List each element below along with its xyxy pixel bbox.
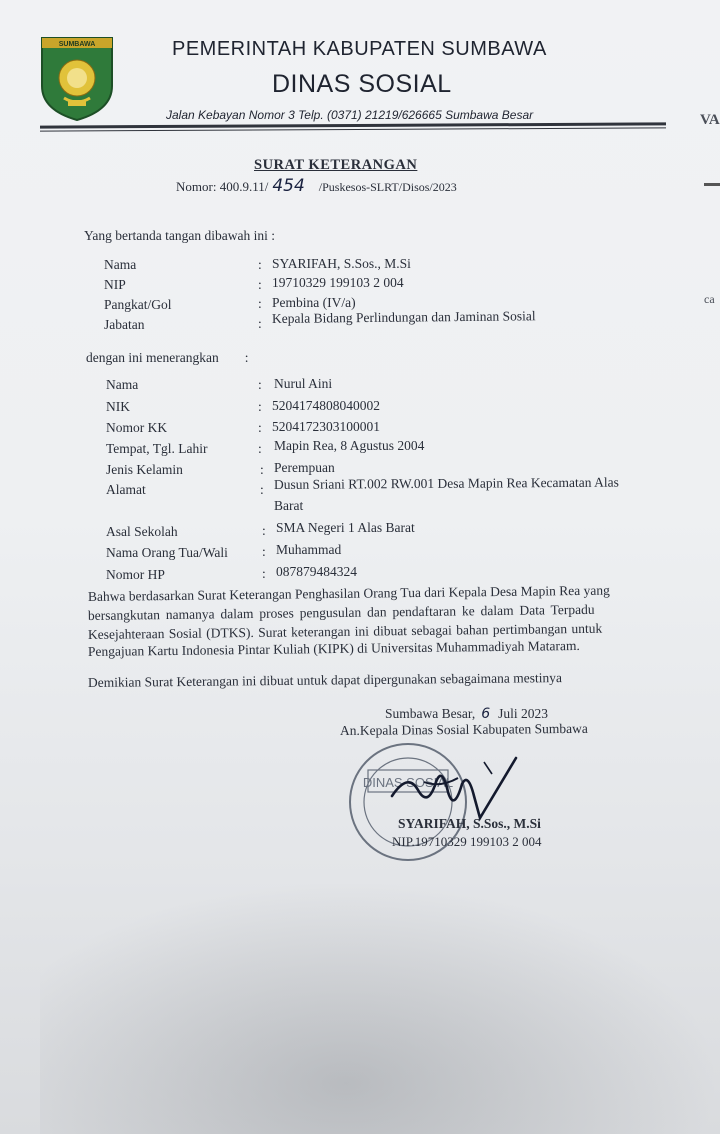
number-handwritten: 454: [272, 176, 305, 196]
subject-value: Mapin Rea, 8 Agustus 2004: [274, 438, 425, 453]
colon: :: [258, 257, 262, 272]
logo-text: SUMBAWA: [58, 41, 96, 48]
colon: :: [258, 316, 262, 331]
subject-label: Nama Orang Tua/Wali: [106, 545, 228, 560]
agency-address: Jalan Kebayan Nomor 3 Telp. (0371) 21219/626665 Sumbawa Besar: [166, 108, 534, 122]
signatory-label: Pangkat/Gol: [104, 297, 172, 312]
colon: :: [258, 377, 262, 392]
photo-shadow: [40, 880, 720, 1134]
subject-label: Nomor KK: [106, 420, 168, 435]
colon: :: [262, 566, 266, 581]
sumbawa-regency-logo: [40, 36, 114, 122]
month-year: Juli 2023: [498, 706, 549, 721]
subject-label: NIK: [106, 399, 130, 414]
stamp-text: DINAS SOSIAL: [362, 775, 454, 790]
body-line: Bahwa berdasarkan Surat Keterangan Penghasilan Orang Tua dari Kepala Desa Mapin Rea yang: [87, 582, 610, 604]
signatory-value: SYARIFAH, S.Sos., M.Si: [272, 256, 411, 271]
edge-mark: [704, 183, 720, 186]
subject-label: Alamat: [106, 482, 146, 497]
subject-value: 5204172303100001: [272, 419, 380, 434]
body-line: Kesejahteraan Sosial (DTKS). Surat keterangan ini dibuat sebagai bahan pertimbangan untuk: [87, 620, 603, 642]
signatory-value: 19710329 199103 2 004: [272, 275, 404, 290]
document-title: SURAT KETERANGAN: [254, 157, 418, 173]
colon: :: [258, 420, 262, 435]
colon: :: [262, 544, 266, 559]
body-line: Pengajuan Kartu Indonesia Pintar Kuliah (KIPK) di Universitas Muhammadiyah Mataram.: [87, 637, 580, 659]
colon: :: [262, 523, 266, 538]
colon: :: [260, 462, 264, 477]
signatory-intro: Yang bertanda tangan dibawah ini :: [84, 228, 275, 243]
signatory-value: Kepala Bidang Perlindungan dan Jaminan Sosial: [271, 308, 536, 326]
subject-label: Jenis Kelamin: [106, 462, 183, 477]
subject-label: Asal Sekolah: [106, 524, 178, 539]
subject-value: Muhammad: [276, 542, 342, 557]
colon: :: [258, 441, 262, 456]
subject-label: Tempat, Tgl. Lahir: [106, 441, 208, 456]
on-behalf-line: An.Kepala Dinas Sosial Kabupaten Sumbawa: [339, 720, 588, 738]
subject-value: SMA Negeri 1 Alas Barat: [276, 520, 415, 535]
number-suffix: /Puskesos-SLRT/Disos/2023: [318, 180, 457, 194]
signatory-value: Pembina (IV/a): [272, 295, 356, 310]
date-day-handwritten: 6: [481, 706, 491, 722]
subject-intro: dengan ini menerangkan :: [86, 350, 249, 365]
handwritten-signature: [388, 752, 528, 822]
colon: :: [260, 482, 264, 497]
subject-value: Dusun Sriani RT.002 RW.001 Desa Mapin Rea Kecamatan Alas: [273, 474, 619, 492]
place-date-prefix: Sumbawa Besar,: [385, 706, 476, 721]
signatory-nip: NIP.19710329 199103 2 004: [392, 834, 542, 849]
signatory-label: Nama: [104, 257, 137, 272]
colon: :: [258, 399, 262, 414]
colon: :: [258, 296, 262, 311]
subject-value: Nurul Aini: [274, 376, 333, 391]
signatory-label: Jabatan: [104, 317, 145, 332]
subject-label: Nomor HP: [106, 567, 165, 582]
signatory-label: NIP: [104, 277, 126, 292]
subject-value: 087879484324: [276, 564, 357, 579]
colon: :: [258, 277, 262, 292]
place-date: [385, 706, 548, 722]
edge-fragment-top: VA: [700, 112, 720, 128]
subject-label: Nama: [106, 377, 139, 392]
subject-value: Perempuan: [274, 460, 335, 475]
body-line: bersangkutan namanya dalam proses pengusulan dan pendaftaran ke dalam Data Terpadu: [87, 601, 595, 623]
number-prefix: Nomor: 400.9.11/: [176, 179, 269, 194]
subject-intro-text: dengan ini menerangkan: [86, 350, 219, 365]
closing-statement: Demikian Surat Keterangan ini dibuat untuk dapat dipergunakan sebagaimana mestinya: [87, 670, 563, 690]
document-number: [176, 176, 457, 196]
agency-name: DINAS SOSIAL: [272, 70, 452, 98]
subject-value-line2: Barat: [274, 498, 304, 513]
government-name: PEMERINTAH KABUPATEN SUMBAWA: [172, 38, 547, 60]
subject-value: 5204174808040002: [272, 398, 380, 413]
edge-fragment-mid: ca: [704, 292, 715, 306]
signatory-name: SYARIFAH, S.Sos., M.Si: [398, 816, 541, 831]
